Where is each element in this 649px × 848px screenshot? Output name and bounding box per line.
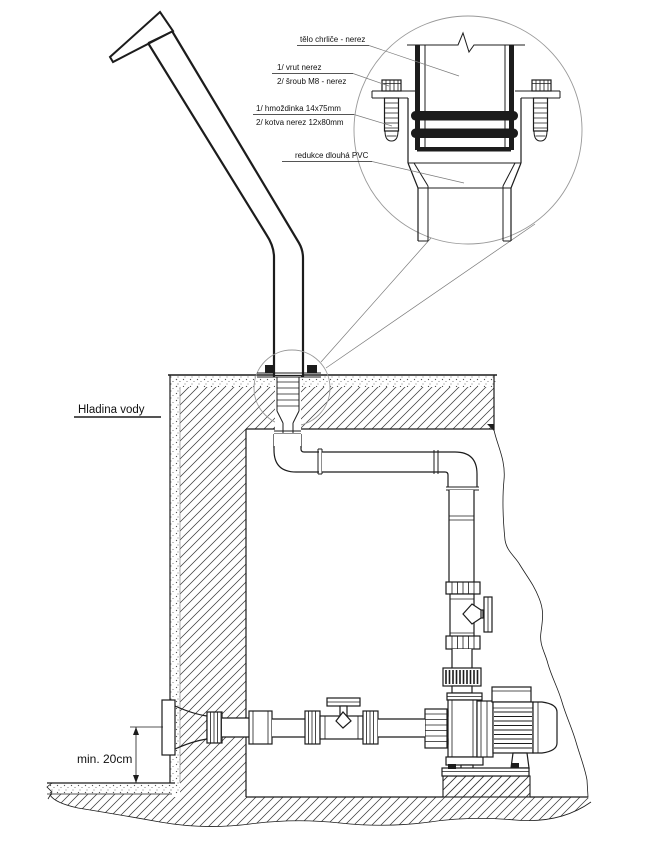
label-screw-1: 1/ vrut nerez (277, 63, 322, 72)
label-anchor-1: 1/ hmoždinka 14x75mm (256, 104, 341, 113)
min-depth-label: min. 20cm (77, 752, 133, 766)
discharge-valve (443, 582, 492, 693)
o-ring-lower (411, 129, 518, 139)
pump-unit (425, 687, 557, 776)
spout-gooseneck (110, 12, 303, 376)
deck-stipple-band (170, 375, 497, 387)
detail-leader-lines (321, 224, 535, 368)
pump-inlet-union (425, 709, 447, 748)
pump-base-plate (442, 768, 529, 776)
label-spout-body: tělo chrliče - nerez (300, 35, 366, 44)
anchor-bolt-right (307, 365, 317, 374)
o-ring-upper (411, 111, 518, 121)
motor-body (493, 702, 533, 753)
water-level-label: Hladina vody (78, 404, 145, 416)
floor-stipple-band (47, 783, 175, 794)
anchor-bolt-left (265, 365, 275, 374)
label-anchor-2: 2/ kotva nerez 12x80mm (256, 118, 344, 127)
wall-intake-plate (162, 700, 175, 755)
motor-end-cap (533, 702, 557, 753)
pump-pedestal (443, 776, 530, 797)
discharge-piping (274, 434, 479, 582)
label-screw-2: 2/ šroub M8 - nerez (277, 77, 347, 86)
motor-terminal-box (492, 687, 531, 702)
label-reduction: redukce dlouhá PVC (295, 151, 369, 160)
dimension-min-depth (77, 727, 163, 783)
water-level-annotation (74, 404, 161, 417)
earth-section (50, 430, 591, 827)
